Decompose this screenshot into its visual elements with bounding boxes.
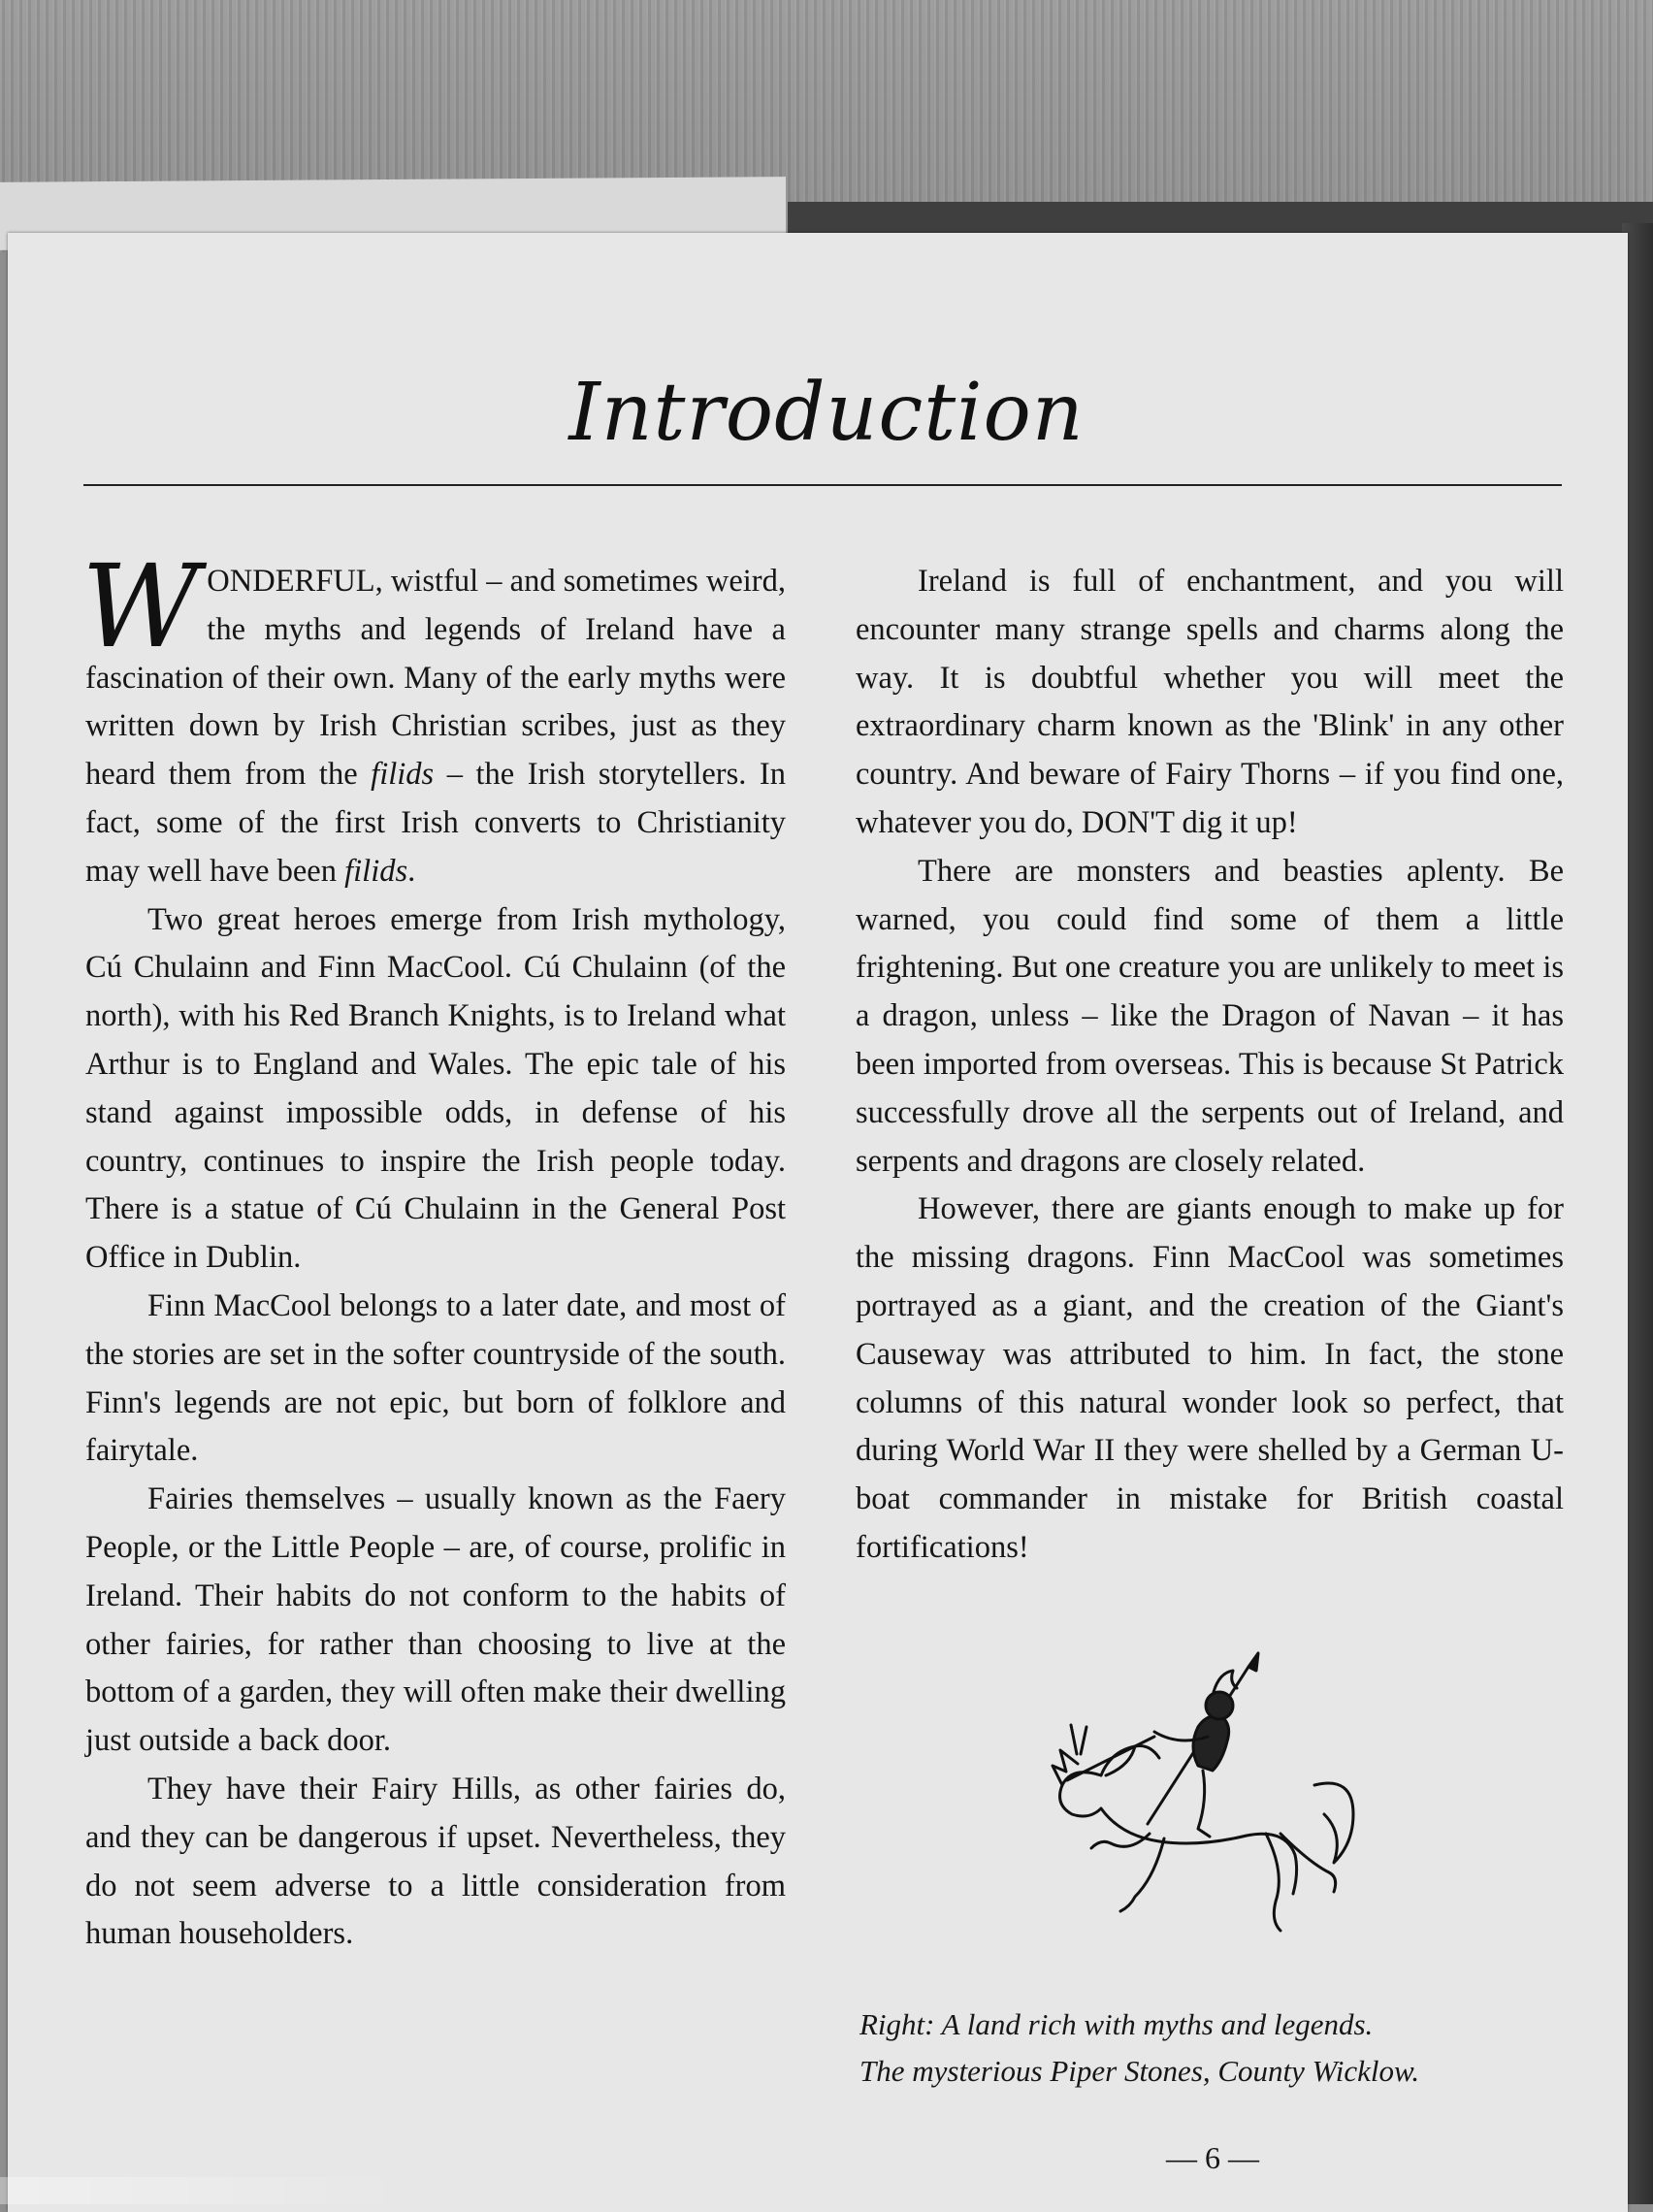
left-column xyxy=(81,539,786,1959)
paragraph-enchantment: Ireland is full of enchantment, and you will encounter many strange spells and charms along the way. It is doubtful whether you will meet the extraordinary charm known as the 'Blink' in any other country. And beware of Fairy Thorns – if you find one, whatever you do, DON'T dig it up! xyxy=(856,564,1564,840)
caption-line-2: The mysterious Piper Stones, County Wicklow. xyxy=(859,2054,1420,2088)
emphasis-filids: filids xyxy=(371,757,435,793)
right-column xyxy=(856,558,1564,1573)
page-title: Introduction xyxy=(568,367,1085,459)
paragraph-text: ONDERFUL, wistful – and sometimes weird, the myths and legends of Ireland have a fascination of their own. Many of the early myths were written down by Irish Christian scribes, just as they heard them from the xyxy=(85,564,786,793)
caption-line-1: Right: A land rich with myths and legends. xyxy=(859,2007,1374,2041)
knight-on-horseback-icon xyxy=(1033,1649,1363,1999)
title-rule xyxy=(83,484,1562,486)
watermark-strip xyxy=(0,2177,407,2204)
paragraph-heroes: Two great heroes emerge from Irish mythology, Cú Chulainn and Finn MacCool. Cú Chulainn (of the north), with his Red Branch Knights, is to Ireland what Arthur is to England and Wales. The epic tale of his stand against impossible odds, in defense of his country, continues to inspire the Irish people today. There is a statue of Cú Chulainn in the General Post Office in Dublin. xyxy=(85,901,786,1276)
paragraph-intro xyxy=(81,539,786,896)
paragraph-fairy-hills: They have their Fairy Hills, as other fairies do, and they can be dangerous if upset. Nevertheless, they do not seem adverse to a little consideration from human householders. xyxy=(85,1771,786,1952)
paragraph-text: – the Irish storytellers. In fact, some of the first Irish converts to Christianity may well have been xyxy=(85,757,786,889)
paragraph-fairies: Fairies themselves – usually known as the Faery People, or the Little People – are, of course, prolific in Ireland. Their habits do not conform to the habits of other fairies, for rather than choosing to live at the bottom of a garden, they will often make their dwelling just outside a back door. xyxy=(85,1481,786,1759)
figure-caption xyxy=(859,2001,1597,2095)
page-number: — 6 — xyxy=(1166,2140,1259,2175)
paragraph-giants: However, there are giants enough to make up for the missing dragons. Finn MacCool was sometimes portrayed as a giant, and the creation of the Giant's Causeway was attributed to him. In fact, the stone columns of this natural wonder look so perfect, that during World War II they were shelled by a German U-boat commander in mistake for British coastal fortifications! xyxy=(856,1191,1564,1565)
paragraph-finn: Finn MacCool belongs to a later date, and most of the stories are set in the softer countryside of the south. Finn's legends are not epic, but born of folklore and fairytale. xyxy=(85,1287,786,1469)
paragraph-monsters: There are monsters and beasties aplenty. Be warned, you could find some of them a little frightening. But one creature you are unlikely to meet is a dragon, unless – like the Dragon of Navan – it has been imported from overseas. This is because St Patrick successfully drove all the serpents out of Ireland, and serpents and dragons are closely related. xyxy=(856,853,1564,1179)
emphasis-filids: filids xyxy=(344,853,408,889)
drop-cap: W xyxy=(81,539,200,673)
paragraph-text: . xyxy=(407,853,416,889)
